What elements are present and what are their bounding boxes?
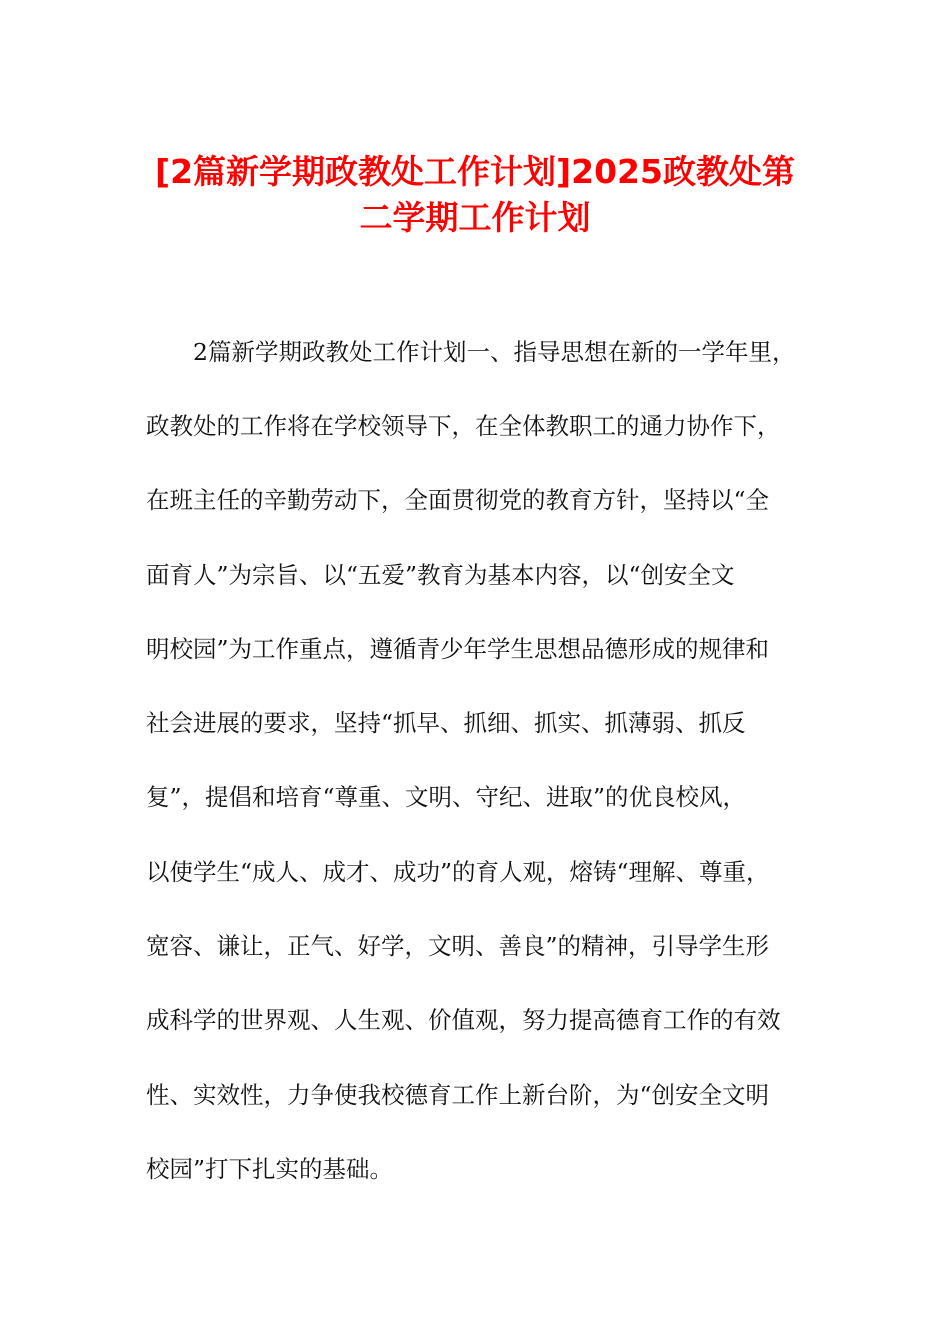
document-title-line-1: [2篇新学期政教处工作计划]2025政教处第: [155, 152, 795, 191]
paragraph-line-5: 明校园”为工作重点，遵循青少年学生思想品德形成的规律和: [146, 635, 770, 663]
paragraph-line-11: 性、实效性，力争使我校德育工作上新台阶，为“创安全文明: [146, 1081, 770, 1109]
paragraph-line-3: 在班主任的辛勤劳动下，全面贯彻党的教育方针，坚持以“全: [146, 486, 770, 514]
paragraph-line-6: 社会进展的要求，坚持“抓早、抓细、抓实、抓薄弱、抓反: [146, 709, 746, 737]
document-title-line-2: 二学期工作计划: [359, 198, 591, 237]
paragraph-line-1: 2篇新学期政教处工作计划一、指导思想在新的一学年里，: [146, 338, 796, 366]
paragraph-line-12: 校园”打下扎实的基础。: [146, 1155, 394, 1183]
paragraph-line-8: 以使学生“成人、成才、成功”的育人观，熔铸“理解、尊重，: [146, 858, 770, 886]
paragraph-line-2: 政教处的工作将在学校领导下，在全体教职工的通力协作下，: [146, 412, 781, 440]
paragraph-line-4: 面育人”为宗旨、以“五爱”教育为基本内容，以“创安全文: [146, 561, 735, 589]
paragraph-line-7: 复”，提倡和培育“尊重、文明、守纪、进取”的优良校风，: [146, 783, 747, 811]
paragraph-line-9: 宽容、谦让，正气、好学，文明、善良”的精神，引导学生形: [146, 932, 770, 960]
paragraph-line-10: 成科学的世界观、人生观、价值观，努力提高德育工作的有效: [146, 1006, 781, 1034]
